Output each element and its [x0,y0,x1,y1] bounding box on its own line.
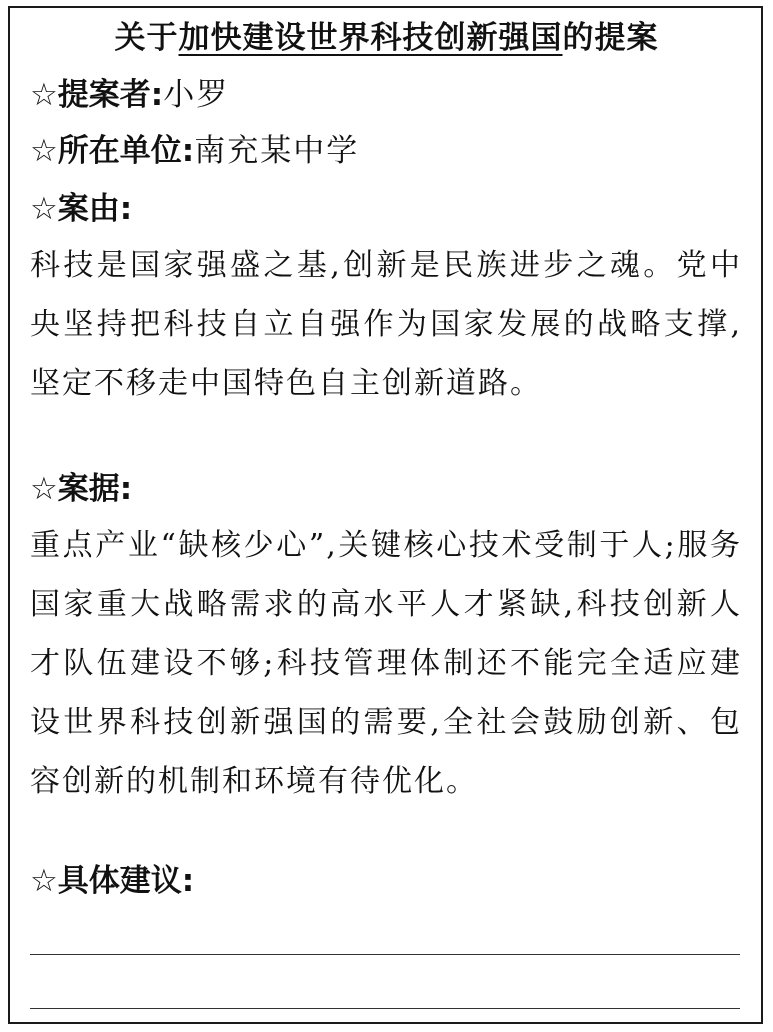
basis-heading [30,471,133,507]
reason-label: 案由: [57,191,133,227]
proposal-title [0,12,773,57]
suggestion-heading [30,863,195,899]
basis-label: 案据: [57,471,133,507]
star-icon: ☆ [30,77,58,113]
star-icon: ☆ [30,191,58,227]
basis-text: 重点产业“缺核少心”,关键核心技术受制于人;服务国家重大战略需求的高水平人才紧缺,科技创新人才队伍建设不够;科技管理体制还不能完全适应建设世界科技创新强国的需要,全社会鼓励创新、包容创新的机制和环境有待优化。 [30,528,742,799]
star-icon: ☆ [30,471,58,507]
unit-value: 南充某中学 [194,133,360,169]
title-suffix: 的提案 [562,20,659,56]
unit-field [30,133,360,169]
proposer-label: 提案者: [57,77,164,113]
title-underlined-topic: 加快建设世界科技创新强国 [178,20,563,56]
title-prefix: 关于 [114,20,179,56]
star-icon: ☆ [30,863,58,899]
proposer-field [30,77,230,113]
suggestion-label: 具体建议: [57,863,195,899]
answer-blank-line[interactable] [30,954,740,955]
star-icon: ☆ [30,133,58,169]
reason-heading [30,191,133,227]
unit-label: 所在单位: [57,133,195,169]
answer-blank-line[interactable] [30,1008,740,1009]
proposer-value: 小罗 [163,77,230,113]
reason-text: 科技是国家强盛之基,创新是民族进步之魂。党中央坚持把科技自立自强作为国家发展的战略支撑,坚定不移走中国特色自主创新道路。 [30,248,742,401]
